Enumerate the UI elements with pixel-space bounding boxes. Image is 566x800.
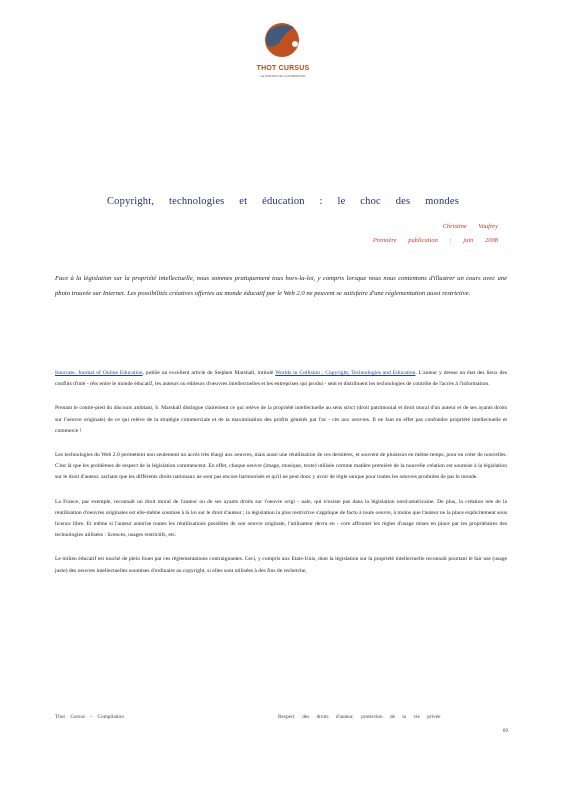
logo-name: THOT CURSUS (256, 65, 310, 72)
worlds-in-collision-link[interactable]: Worlds in Collision : Copyright, Technologies and Education (275, 370, 416, 376)
innovate-journal-link[interactable]: Innovate, Journal of Online Education (55, 370, 143, 376)
paragraph-3: Les technologies du Web 2.0 permettent non seulement un accès très élargi aux oeuvres, mais aussi une réutilisation de ces dernières, et souvent de plusieurs en même temps, pour en créer de nouvelles. C'est là que les problèmes de respect de la législation commencent. En effet, chaque oeuvre (image, musique, texte) utilisée comme matière première de la nouvelle création est soumise à la législation sur le droit d'auteur, sachant que les différents droits nationaux ne sont pas encore harmonisés et qu'il ne peut donc y avoir de règle unique pour toutes les oeuvres produites de par le monde. (55, 452, 507, 481)
footer-left: Thot Cursus - Compilation (55, 714, 124, 720)
paragraph-4: La France, par exemple, reconnaît un droit moral de l'auteur ou de ses ayants droits sur l'oeuvre origi - nale, qui n'existe pas dans la législation nord-américaine. De plus, la création née de la réutilisation d'oeuvres originales est elle-même soumise à la loi sur le droit d'auteur ; la législation la plus restrictive s'applique de facto à toute oeuvre, à moins que l'auteur ne la place explicitement sous licence libre. Et même si l'auteur autorise toutes les réutilisations possibles de son oeuvre originale, l'utilisateur devra en - core affronter les règles d'usage mises en place par les propriétaires des technologies utilisées : licences, usages restrictifs, etc. (55, 498, 508, 539)
logo-tagline: LE PORTAIL DE LA FORMATION (260, 74, 306, 78)
article-abstract: Face à la législation sur la propriété intellectuelle, nous sommes pratiquement tous hors-la-loi, y compris lorsque nous nous contentons d'illustrer un cours avec une photo trouvée sur Internet. Les possibilités créatives offertes au monde éducatif par le Web 2.0 ne peuvent se satisfaire d'une réglementation aussi restrictive. (55, 275, 507, 297)
paragraph-1 (55, 368, 507, 390)
article-body (55, 368, 507, 590)
thot-cursus-logo (252, 18, 314, 78)
footer-right: Respect des droits d'auteur, protection de la vie privée (278, 714, 441, 720)
paragraph-5: Le milieu éducatif est touché de plein fouet par ces réglementations contraignantes. Ceci, y compris aux Etats-Unis, dont la législation sur la propriété intellectuelle reconnaît pourtant le fair use (usage juste) des oeuvres intellectuelles soumises d'ordinaire au copyright, si elles sont utilisées à des fins de recherche, (55, 556, 507, 574)
paragraph-1-text-b: . L'auteur y dresse un état des lieux des conflits d'inté - rêts entre le monde éducatif, les auteurs ou éditeurs d'oeuvres intellectuelles et les entreprises qui produi - sent et distribuent les technologies de contrôle de l'accès à l'information. (55, 370, 507, 388)
article-author: Christine Vaufrey (442, 223, 498, 230)
article-title: Copyright, technologies et éducation : le choc des mondes (106, 196, 460, 207)
paragraph-1-text-a: , publie un excellent article de Stephen Marshall, intitulé (142, 370, 276, 376)
logo-mark-icon (258, 18, 308, 64)
publication-date: Première publication : juin 2008 (372, 237, 498, 244)
paragraph-2: Prenant le contre-pied du discours ambiant, S. Marshall distingue clairement ce qui relève de la propriété intellectuelle au sens strict (droit patrimonial et droit moral d'un auteur et de ses ayants droits sur l'oeuvre originale) de ce qui relève de la stratégie commerciale et de la maximisation des profits générés par l'ac - cès aux oeuvres. Il ne faut en effet pas confondre propriété intellectuelle et commerce ! (55, 405, 507, 434)
page-number: 69 (502, 728, 508, 734)
